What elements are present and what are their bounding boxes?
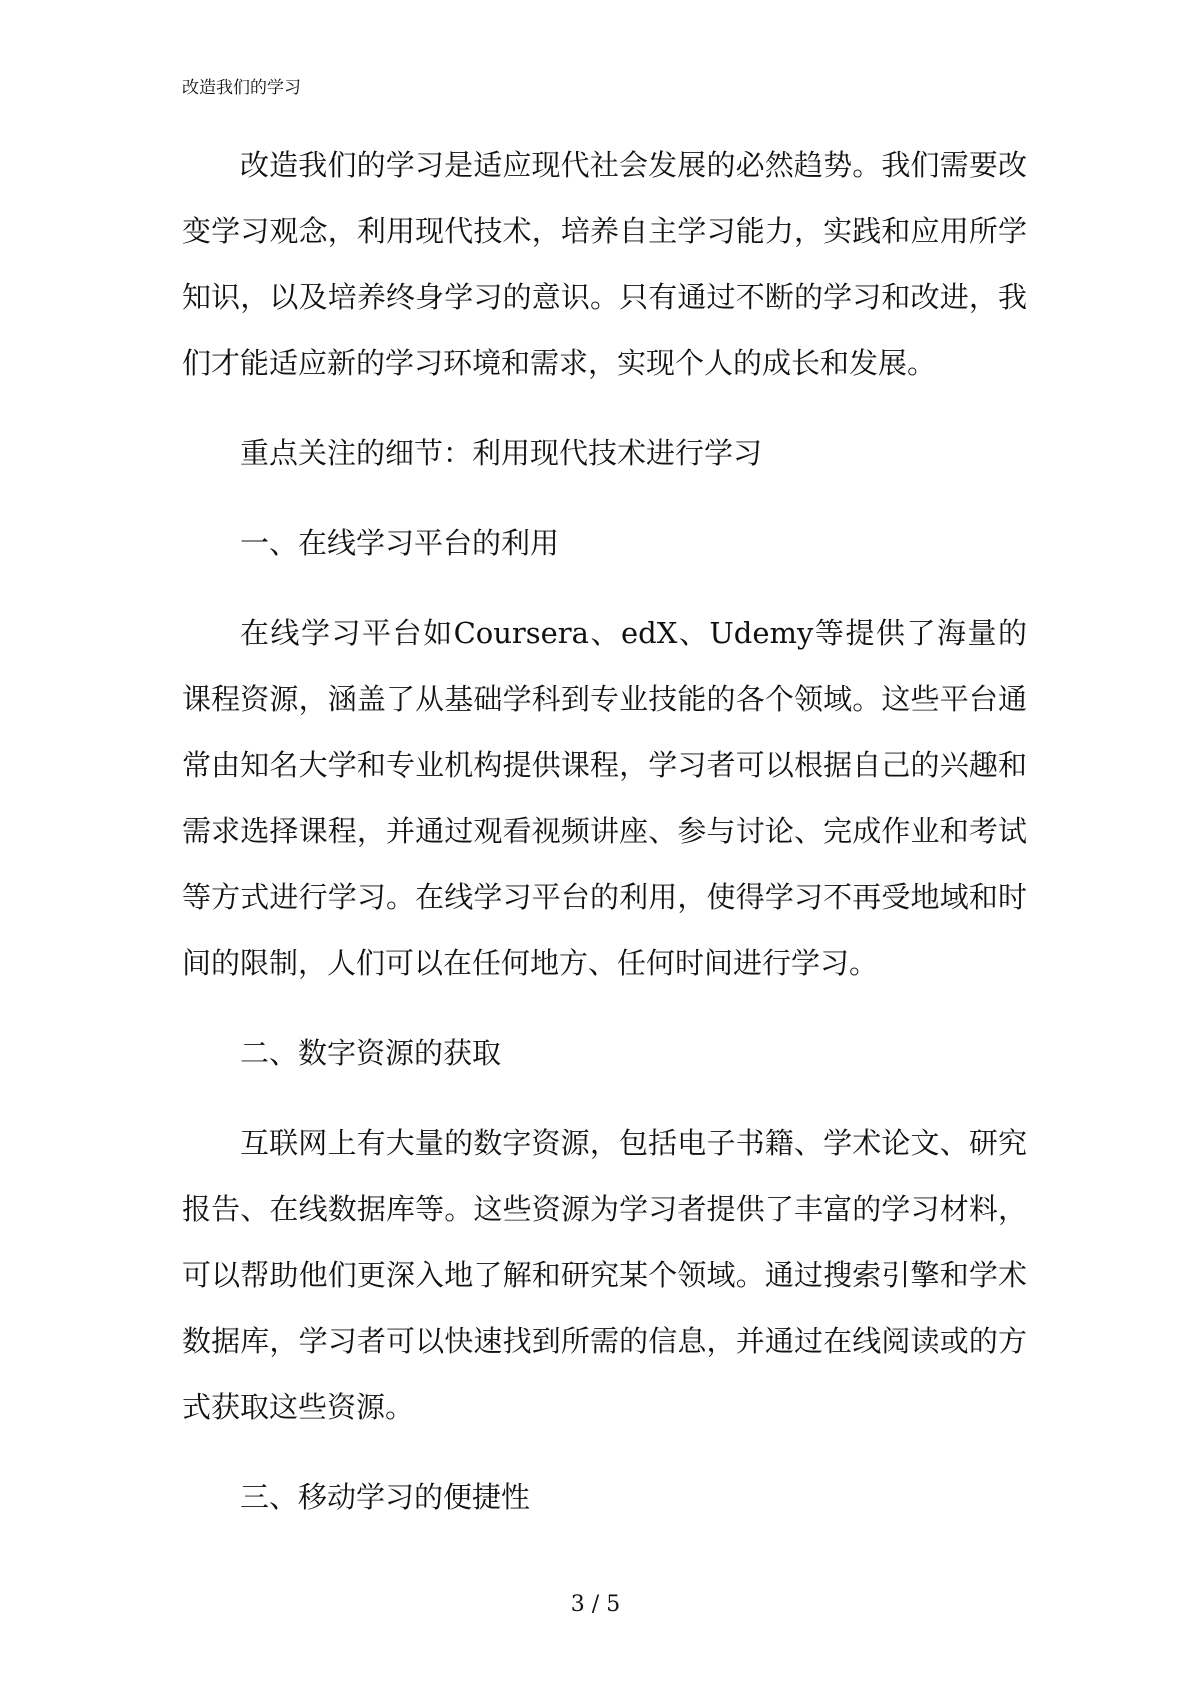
section-heading-online-platforms: 一、在线学习平台的利用 [240,526,560,560]
section-heading-digital-resources: 二、数字资源的获取 [240,1036,502,1070]
document-body [182,132,1027,1554]
running-header: 改造我们的学习 [182,78,301,98]
focus-heading: 重点关注的细节：利用现代技术进行学习 [240,436,763,470]
online-platforms-paragraph: 在线学习平台如Coursera、edX、Udemy等提供了海量的课程资源，涵盖了从基础学科到专业技能的各个领域。这些平台通常由知名大学和专业机构提供课程，学习者可以根据自己的兴趣和需求选择课程，并通过观看视频讲座、参与讨论、完成作业和考试等方式进行学习。在线学习平台的利用，使得学习不再受地域和时间的限制，人们可以在任何地方、任何时间进行学习。 [182,616,1027,980]
digital-resources-paragraph: 互联网上有大量的数字资源，包括电子书籍、学术论文、研究报告、在线数据库等。这些资源为学习者提供了丰富的学习材料，可以帮助他们更深入地了解和研究某个领域。通过搜索引擎和学术数据库，学习者可以快速找到所需的信息，并通过在线阅读或的方式获取这些资源。 [182,1126,1027,1424]
page-number: 3 / 5 [570,1592,621,1617]
section-heading-mobile-learning: 三、移动学习的便捷性 [240,1480,531,1514]
intro-paragraph: 改造我们的学习是适应现代社会发展的必然趋势。我们需要改变学习观念，利用现代技术，培养自主学习能力，实践和应用所学知识，以及培养终身学习的意识。只有通过不断的学习和改进，我们才能适应新的学习环境和需求，实现个人的成长和发展。 [182,148,1027,380]
